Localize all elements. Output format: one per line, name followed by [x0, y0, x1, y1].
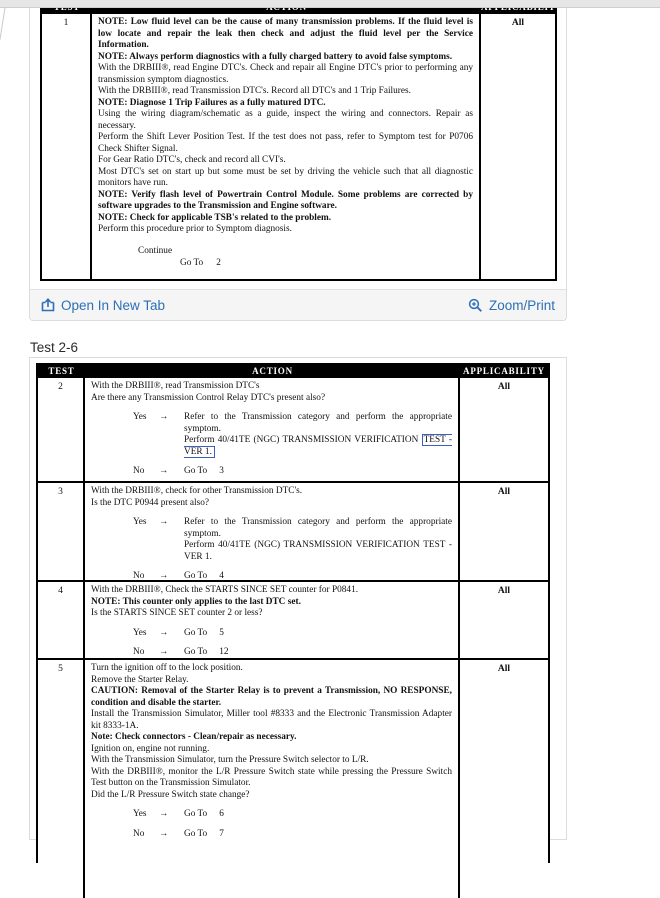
- arrow-icon: →: [159, 466, 169, 476]
- goto-target: 4: [219, 571, 224, 580]
- arrow-icon: →: [159, 809, 169, 819]
- table-row: [42, 14, 555, 279]
- goto-label: Go To: [184, 627, 208, 638]
- action-cell: [85, 660, 460, 898]
- decision-result: [184, 466, 452, 478]
- action-line: Remove the Starter Relay.: [91, 674, 189, 685]
- action-line: Most DTC's set on start up but some must be set by driving the vehicle such that all diagnostic monitors have run.: [98, 166, 473, 188]
- test-number-cell: 2: [38, 378, 85, 481]
- action-line: Ignition on, engine not running.: [91, 743, 210, 754]
- goto-target: 12: [219, 647, 229, 657]
- action-cell: [85, 483, 460, 580]
- goto-target: 5: [219, 627, 224, 638]
- test-ver-text: TEST - VER 1.: [184, 540, 453, 562]
- action-line: With the DRBIII®, check for other Transmission DTC's.: [91, 486, 303, 496]
- arrow-icon: →: [159, 412, 169, 422]
- table2-header-row: [38, 365, 548, 378]
- decision-no: [133, 466, 452, 478]
- applicability-cell: All: [497, 382, 511, 392]
- arrow-icon: →: [159, 647, 169, 657]
- action-line: With the DRBIII®, read Engine DTC's. Check and repair all Engine DTC's prior to performing any transmission symptom diagnostics.: [98, 63, 473, 85]
- outcome-continue: Continue: [138, 245, 173, 256]
- decision-no: [133, 647, 452, 658]
- decision-label: Yes: [133, 412, 147, 422]
- test-ver-link[interactable]: TEST - VER 1.: [184, 435, 452, 457]
- table2-header-applicability: APPLICABILITY: [463, 366, 545, 376]
- goto-label: Go To: [184, 466, 208, 476]
- decision-result: [184, 809, 452, 821]
- applicability-cell: All: [497, 664, 511, 674]
- action-line: CAUTION: Removal of the Starter Relay is to prevent a Transmission, NO RESPONSE, condition and disable the starter.: [91, 686, 452, 708]
- decision-result: [184, 829, 452, 841]
- goto-target: 3: [219, 466, 224, 476]
- open-in-new-tab-icon: [41, 298, 55, 312]
- arrow-icon: →: [159, 517, 169, 527]
- decision-label: No: [133, 571, 145, 580]
- decision-no: [133, 829, 452, 841]
- action-line: Note: Check connectors - Clean/repair as necessary.: [91, 732, 297, 742]
- decision-result: [184, 647, 452, 658]
- action-line: For Gear Ratio DTC's, check and record all CVI's.: [98, 155, 286, 165]
- diagnostic-table-1: [40, 0, 557, 281]
- table-row: [38, 378, 548, 481]
- top-chrome-bar: [0, 0, 660, 8]
- decision-yes: [133, 412, 452, 458]
- action-line: Perform this procedure prior to Symptom diagnosis.: [98, 224, 292, 234]
- decision-result: [184, 628, 452, 640]
- action-line: Is the DTC P0944 present also?: [91, 497, 209, 508]
- action-cell: [92, 14, 481, 279]
- goto-target: 7: [219, 828, 224, 839]
- test-number-cell: 5: [38, 660, 85, 898]
- table-row: [38, 481, 548, 580]
- action-line: With the DRBIII®, read Transmission DTC's. Record all DTC's and 1 Trip Failures.: [98, 86, 411, 96]
- action-line: With the DRBIII®, monitor the L/R Pressure Switch state while pressing the Pressure Switch Test button on the Transmission Simulator.: [91, 766, 452, 788]
- goto-label: Go To: [184, 828, 208, 839]
- decision-result: [184, 517, 452, 563]
- action-line: With the Transmission Simulator, turn the Pressure Switch selector to L/R.: [91, 755, 369, 765]
- applicability-cell: All: [511, 18, 525, 28]
- action-line: Are there any Transmission Control Relay DTC's present also?: [91, 392, 326, 403]
- result-line: Perform 40/41TE (NGC) TRANSMISSION VERIFICATION TEST - VER 1.: [184, 540, 453, 562]
- action-line: Turn the ignition off to the lock position.: [91, 663, 243, 673]
- action-line: NOTE: This counter only applies to the last DTC set.: [91, 596, 301, 607]
- viewer-toolbar: [30, 289, 566, 320]
- outcome-goto: [180, 258, 473, 270]
- page-edge-artifact: [0, 7, 6, 40]
- decision-label: No: [133, 647, 145, 657]
- zoom-print-label: Zoom/Print: [488, 297, 555, 313]
- decision-yes: [133, 517, 452, 563]
- decision-yes: [133, 809, 452, 821]
- decision-label: Yes: [133, 809, 147, 819]
- test-number-cell: 4: [38, 582, 85, 658]
- diagnostic-table-2: [36, 363, 550, 863]
- goto-label: Go To: [184, 571, 208, 580]
- table-row: [38, 580, 548, 658]
- goto-label: Go To: [180, 258, 204, 268]
- goto-target: 6: [219, 809, 224, 819]
- action-line: Is the STARTS SINCE SET counter 2 or less?: [91, 608, 263, 618]
- goto-label: Go To: [184, 647, 208, 657]
- action-line: NOTE: Verify flash level of Powertrain Control Module. Some problems are corrected by software upgrades to the Transmission and Engine software.: [98, 189, 473, 211]
- applicability-cell: All: [497, 586, 511, 596]
- zoom-print-link[interactable]: [468, 298, 555, 313]
- arrow-icon: →: [159, 828, 169, 839]
- action-line: Install the Transmission Simulator, Miller tool #8333 and the Electronic Transmission Adapter kit 8333-1A.: [91, 709, 452, 731]
- result-line: Refer to the Transmission category and perform the appropriate symptom.: [184, 412, 452, 434]
- goto-target: 2: [216, 258, 221, 268]
- decision-label: No: [133, 828, 145, 839]
- decision-yes: [133, 628, 452, 640]
- zoom-plus-icon: [468, 298, 483, 313]
- decision-result: [184, 412, 452, 458]
- action-line: NOTE: Check for applicable TSB's related to the problem.: [98, 212, 332, 223]
- decision-result: [184, 571, 452, 580]
- result-line: Perform 40/41TE (NGC) TRANSMISSION VERIFICATION TEST - VER 1.: [184, 435, 452, 457]
- action-cell: [85, 378, 460, 481]
- arrow-icon: →: [159, 571, 169, 580]
- action-line: NOTE: Always perform diagnostics with a fully charged battery to avoid false symptoms.: [98, 51, 453, 62]
- action-line: NOTE: Diagnose 1 Trip Failures as a fully matured DTC.: [98, 97, 326, 108]
- open-in-new-tab-label: Open In New Tab: [61, 297, 166, 313]
- table2-header-test: TEST: [48, 366, 75, 376]
- table2-header-action: ACTION: [252, 366, 293, 376]
- action-line: With the DRBIII®, read Transmission DTC's: [91, 381, 260, 391]
- table-row: [38, 658, 548, 898]
- section-label: Test 2-6: [30, 340, 79, 355]
- action-line: With the DRBIII®, Check the STARTS SINCE SET counter for P0841.: [91, 585, 359, 595]
- action-cell: [85, 582, 460, 658]
- test-number-cell: 1: [42, 14, 92, 279]
- applicability-cell: All: [497, 487, 511, 497]
- decision-label: No: [133, 466, 145, 476]
- test-number-cell: 3: [38, 483, 85, 580]
- action-line: Did the L/R Pressure Switch state change?: [91, 789, 250, 800]
- action-line: NOTE: Low fluid level can be the cause of many transmission problems. If the fluid level is low locate and repair the leak then check and adjust the fluid level per the Service Information.: [98, 17, 473, 50]
- open-in-new-tab-link[interactable]: [41, 298, 165, 313]
- decision-label: Yes: [133, 627, 147, 638]
- goto-label: Go To: [184, 809, 208, 819]
- action-line: Perform the Shift Lever Position Test. If the test does not pass, refer to Symptom test for P0706 Check Shifter Signal.: [98, 132, 473, 154]
- decision-no: [133, 571, 452, 580]
- action-line: Using the wiring diagram/schematic as a guide, inspect the wiring and connectors. Repair as necessary.: [98, 109, 473, 131]
- decision-label: Yes: [133, 517, 147, 527]
- arrow-icon: →: [159, 627, 169, 638]
- result-line: Refer to the Transmission category and perform the appropriate symptom.: [184, 517, 452, 539]
